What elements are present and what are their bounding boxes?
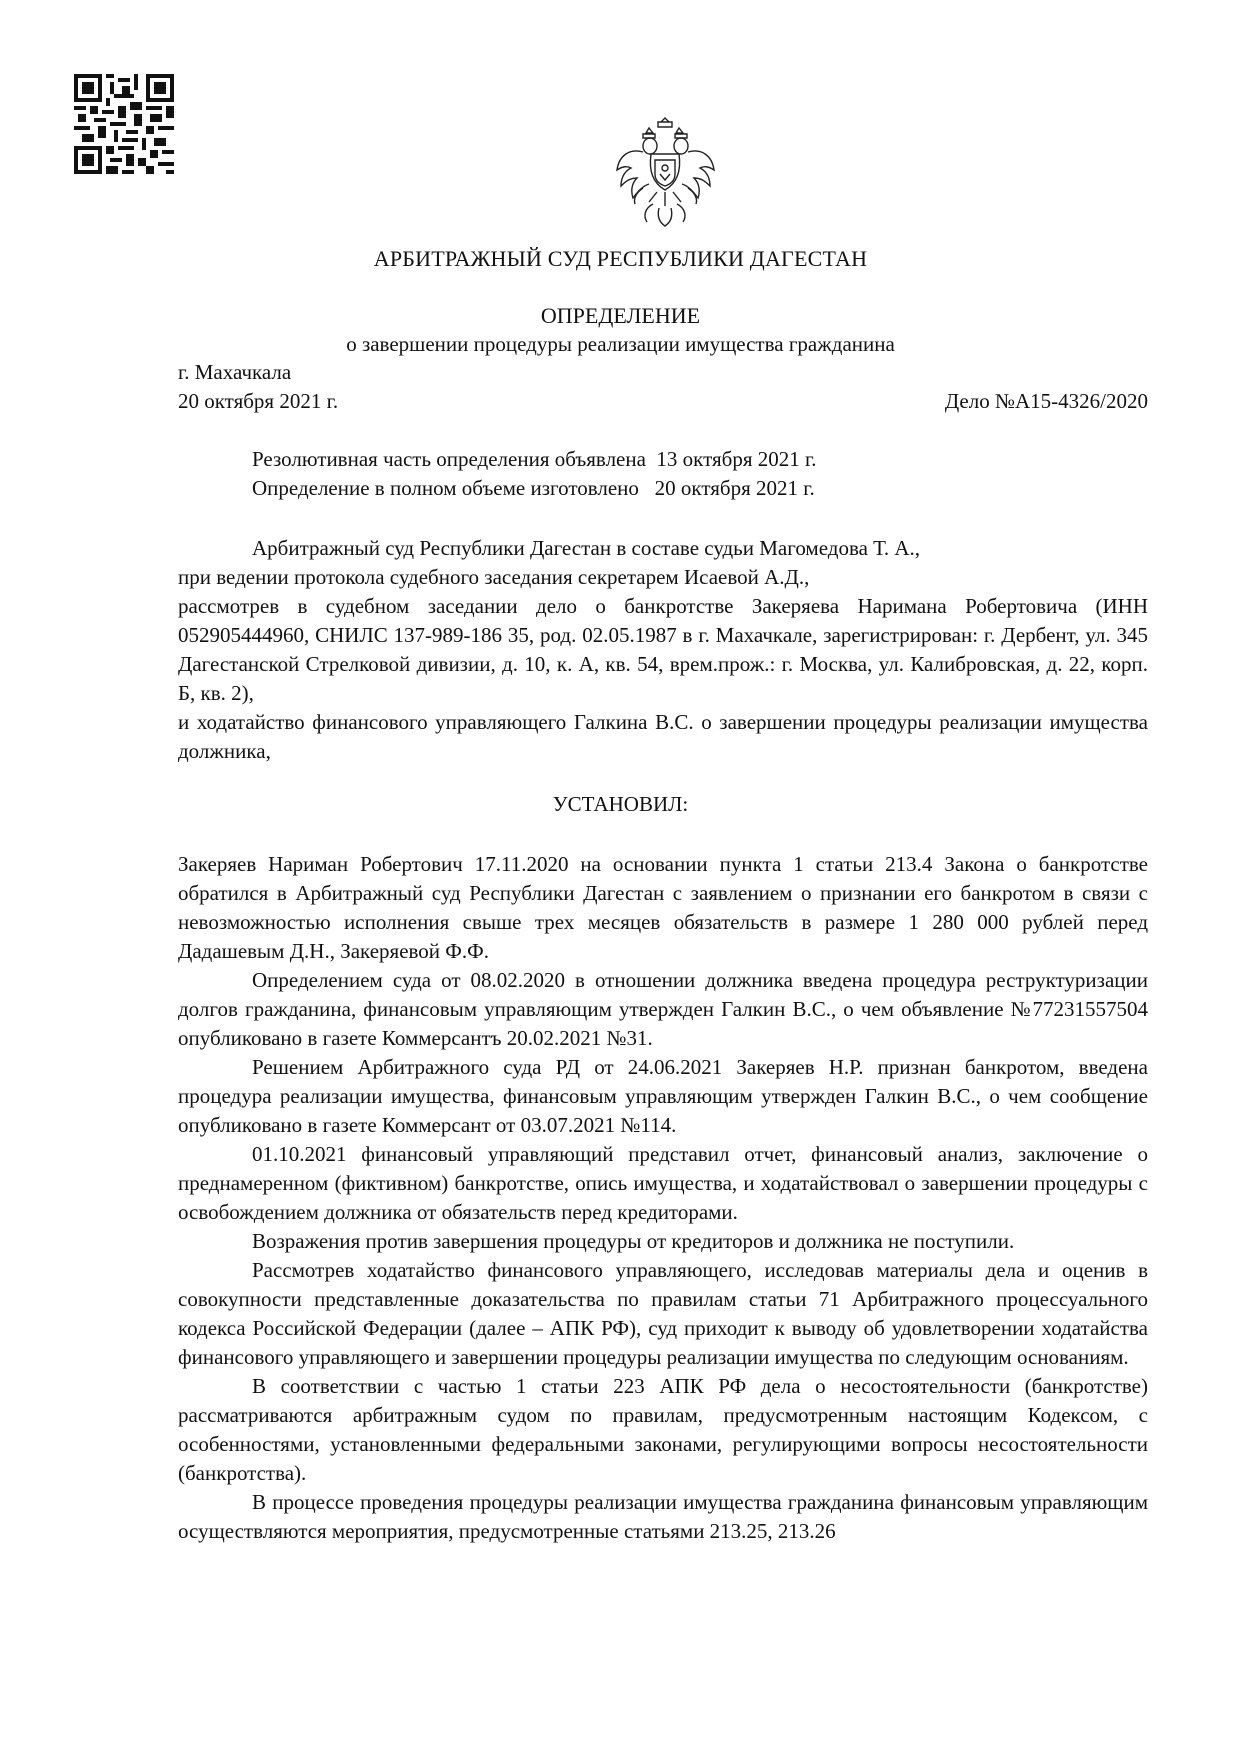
section-heading: УСТАНОВИЛ:	[552, 792, 689, 816]
city: г. Махачкала	[178, 360, 292, 384]
intro-paragraph: рассмотрев в судебном заседании дело о банкротстве Закеряева Наримана Робертовича (ИНН 052905444960, СНИЛС 137-989-186 35, род. 02.05.1987 в г. Махачкале, зарегистрирован: г. Дербент, ул. 345 Дагестанской Стрелковой дивизии, д. 10, к. А, кв. 54, врем.прож.: г. Москва, ул. Калибровская, д. 22, корп. Б, кв. 2),	[178, 594, 1148, 705]
qr-code-icon	[74, 74, 174, 174]
document-type: ОПРЕДЕЛЕНИЕ	[540, 303, 701, 328]
facts-paragraph: 01.10.2021 финансовый управляющий представил отчет, финансовый анализ, заключение о преднамеренном (фиктивном) банкротстве, опись имущества, и ходатайствовал о завершении процедуры с освобождением должника от обязательств перед кредиторами.	[178, 1142, 1148, 1224]
facts-paragraph: Определением суда от 08.02.2020 в отношении должника введена процедура реструктуризации долгов гражданина, финансовым управляющим утвержден Галкин В.С., о чем объявление №77231557504 опубликовано в газете Коммерсантъ 20.02.2021 №31.	[178, 968, 1148, 1050]
case-number: Дело №А15-4326/2020	[944, 389, 1148, 413]
facts-paragraph: Рассмотрев ходатайство финансового управляющего, исследовав материалы дела и оценив в совокупности представленные доказательства по правилам статьи 71 Арбитражного процессуального кодекса Российской Федерации (далее – АПК РФ), суд приходит к выводу об удовлетворении ходатайства финансового управляющего и завершении процедуры реализации имущества по следующим основаниям.	[178, 1258, 1148, 1369]
intro-paragraph: Арбитражный суд Республики Дагестан в составе судьи Магомедова Т. А.,	[252, 536, 921, 560]
court-name: АРБИТРАЖНЫЙ СУД РЕСПУБЛИКИ ДАГЕСТАН	[373, 246, 868, 271]
facts-paragraph: Возражения против завершения процедуры от кредиторов и должника не поступили.	[252, 1229, 1015, 1253]
facts-paragraph: В процессе проведения процедуры реализации имущества гражданина финансовым управляющим осуществляются мероприятия, предусмотренные статьями 213.25, 213.26	[178, 1490, 1148, 1543]
resolution-full-line: Определение в полном объеме изготовлено 20 октября 2021 г.	[252, 476, 815, 500]
intro-block	[178, 534, 1148, 766]
resolution-announced-line: Резолютивная часть определения объявлена 13 октября 2021 г.	[252, 447, 817, 471]
intro-paragraph: при ведении протокола судебного заседания секретарем Исаевой А.Д.,	[178, 565, 810, 589]
facts-paragraph: В соответствии с частью 1 статьи 223 АПК РФ дела о несостоятельности (банкротстве) рассматриваются арбитражным судом по правилам, предусмотренным настоящим Кодексом, с особенностями, установленными федеральными законами, регулирующими вопросы несостоятельности (банкротства).	[178, 1374, 1148, 1485]
facts-paragraph: Решением Арбитражного суда РД от 24.06.2021 Закеряев Н.Р. признан банкротом, введена процедура реализации имущества, финансовым управляющим утвержден Галкин В.С., о чем сообщение опубликовано в газете Коммерсант от 03.07.2021 №114.	[178, 1055, 1148, 1137]
intro-paragraph: и ходатайство финансового управляющего Галкина В.С. о завершении процедуры реализации имущества должника,	[178, 710, 1148, 763]
facts-paragraph: Закеряев Нариман Робертович 17.11.2020 на основании пункта 1 статьи 213.4 Закона о банкротстве обратился в Арбитражный суд Республики Дагестан с заявлением о признании его банкротом в связи с невозможностью исполнения свыше трех месяцев обязательств в размере 1 280 000 рублей перед Дадашевым Д.Н., Закеряевой Ф.Ф.	[178, 852, 1148, 963]
document-subtitle: о завершении процедуры реализации имущества гражданина	[346, 332, 895, 356]
coat-of-arms-icon	[613, 112, 718, 234]
facts-block	[178, 850, 1148, 1546]
document-date: 20 октября 2021 г.	[178, 389, 339, 413]
